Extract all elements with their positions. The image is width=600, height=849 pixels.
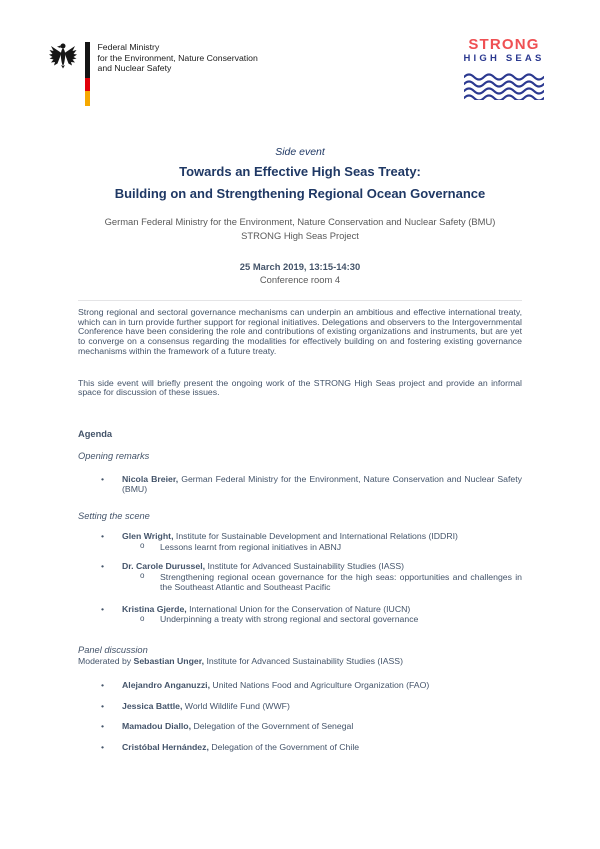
list-subitem-topic	[78, 542, 522, 553]
panelist-affiliation: United Nations Food and Agriculture Organization (FAO)	[212, 680, 430, 691]
organizers	[0, 215, 600, 242]
strong-high-seas-logo	[460, 38, 548, 105]
section-title-panel-discussion: Panel discussion	[78, 644, 148, 655]
panelist-affiliation: Delegation of the Government of Senegal	[193, 721, 354, 732]
section-title-opening-remarks: Opening remarks	[78, 451, 150, 462]
bullet-icon: •	[101, 680, 105, 691]
speaker-affiliation: Institute for Advanced Sustainability Studies (IASS)	[207, 561, 405, 572]
speaker-affiliation: International Union for the Conservation of Nature (IUCN)	[189, 603, 411, 614]
organizer-line2: STRONG High Seas Project	[241, 229, 359, 241]
moderator-affiliation: Institute for Advanced Sustainability Studies (IASS)	[206, 656, 403, 667]
document-body	[0, 308, 600, 752]
bullet-icon: •	[101, 531, 105, 542]
panelist-name: Jessica Battle	[122, 700, 180, 711]
bmu-text-line3: and Nuclear Safety	[97, 63, 172, 74]
topic-text: Underpinning a treaty with strong regional and sectoral governance	[160, 614, 419, 625]
panelist-affiliation: Delegation of the Government of Chile	[211, 741, 360, 752]
topic-text: Lessons learnt from regional initiatives in ABNJ	[160, 541, 342, 552]
list-subitem-topic	[78, 572, 522, 593]
bullet-icon: •	[101, 741, 105, 752]
panelist-name: Mamadou Diallo	[122, 721, 189, 732]
speaker-affiliation: German Federal Ministry for the Environment, Nature Conservation and Nuclear Safety (BMU)	[122, 473, 523, 495]
moderator-name: Sebastian Unger	[133, 656, 202, 667]
speaker-name: Glen Wright	[122, 531, 172, 542]
bmu-text-line1: Federal Ministry	[97, 42, 160, 52]
organizer-line1: German Federal Ministry for the Environment, Nature Conservation and Nuclear Safety (BMU)	[104, 216, 496, 227]
list-subitem-topic	[78, 614, 522, 625]
bmu-logo-text	[98, 38, 258, 74]
event-title-line1: Towards an Effective High Seas Treaty:	[179, 164, 421, 179]
speaker-affiliation: Institute for Sustainable Development and International Relations (IDDRI)	[175, 531, 458, 542]
moderated-by-label: Moderated by	[78, 656, 134, 667]
list-item-speaker: • Glen Wright, Institute for Sustainable Development and International Relations (IDDRI)	[101, 531, 458, 542]
panelist-name: Cristóbal Hernández	[122, 741, 207, 752]
masthead	[0, 0, 600, 110]
speaker-name: Dr. Carole Durussel	[122, 561, 203, 572]
list-item-panelist: • Alejandro Anganuzzi, United Nations Food and Agriculture Organization (FAO)	[101, 680, 430, 691]
bullet-icon: •	[101, 473, 105, 484]
topic-text: Strengthening regional ocean governance for the high seas: opportunities and challenges in the Southeast Atlantic and Southeast Pacific	[160, 571, 522, 593]
panelist-name: Alejandro Anganuzzi	[122, 680, 208, 691]
list-item-panelist: • Mamadou Diallo, Delegation of the Government of Senegal	[101, 721, 354, 732]
agenda-heading: Agenda	[78, 428, 113, 439]
bullet-icon: •	[101, 721, 105, 732]
event-datetime: 25 March 2019, 13:15-14:30	[239, 261, 361, 272]
list-item-speaker: • Nicola Breier, German Federal Ministry for the Environment, Nature Conservation and Nuclear Safety (BMU)	[101, 473, 523, 495]
speaker-name: Kristina Gjerde	[122, 603, 185, 614]
list-item-speaker: • Kristina Gjerde, International Union for the Conservation of Nature (IUCN)	[101, 603, 411, 614]
list-item-speaker: • Dr. Carole Durussel, Institute for Advanced Sustainability Studies (IASS)	[101, 561, 405, 572]
event-title	[0, 161, 600, 205]
moderator-line: Moderated by Sebastian Unger, Institute for Advanced Sustainability Studies (IASS)	[78, 656, 403, 667]
strong-wordmark: STRONG	[468, 36, 540, 53]
list-item-panelist: • Jessica Battle, World Wildlife Fund (WWF)	[101, 700, 290, 711]
divider	[78, 300, 522, 301]
bmu-text-line2: for the Environment, Nature Conservation	[97, 52, 258, 63]
speaker-name: Nicola Breier	[122, 473, 176, 484]
intro-paragraph-1: Strong regional and sectoral governance mechanisms can underpin an ambitious and effective international treaty, which can in turn provide further support for regional initiatives. Delegations and observers to the Intergovernmental Conference have been considering the role and contributions of existing organizations and instruments, but are yet to converge on a consensus regarding the modalities for effectively building on and fostering existing governance mechanisms within the framework of a future treaty.	[78, 307, 522, 356]
bmu-logo	[48, 38, 258, 106]
high-seas-wordmark: HIGH SEAS	[463, 53, 545, 64]
panelist-affiliation: World Wildlife Fund (WWF)	[184, 700, 290, 711]
intro-paragraph-2: This side event will briefly present the ongoing work of the STRONG High Seas project and provide an informal space for discussion of these issues.	[78, 377, 522, 398]
event-kicker: Side event	[275, 146, 325, 158]
circle-bullet-icon: o	[140, 541, 145, 551]
event-room: Conference room 4	[259, 274, 341, 285]
waves-icon	[460, 70, 548, 105]
bullet-icon: •	[101, 603, 105, 614]
german-flag-stripe	[85, 42, 90, 106]
section-title-setting-the-scene: Setting the scene	[78, 510, 150, 521]
bullet-icon: •	[101, 700, 105, 711]
federal-eagle-icon	[48, 41, 78, 74]
circle-bullet-icon: o	[140, 613, 145, 623]
event-title-line2: Building on and Strengthening Regional Ocean Governance	[114, 186, 486, 201]
circle-bullet-icon: o	[140, 571, 145, 581]
bullet-icon: •	[101, 561, 105, 572]
list-item-panelist: • Cristóbal Hernández, Delegation of the Government of Chile	[101, 741, 360, 752]
